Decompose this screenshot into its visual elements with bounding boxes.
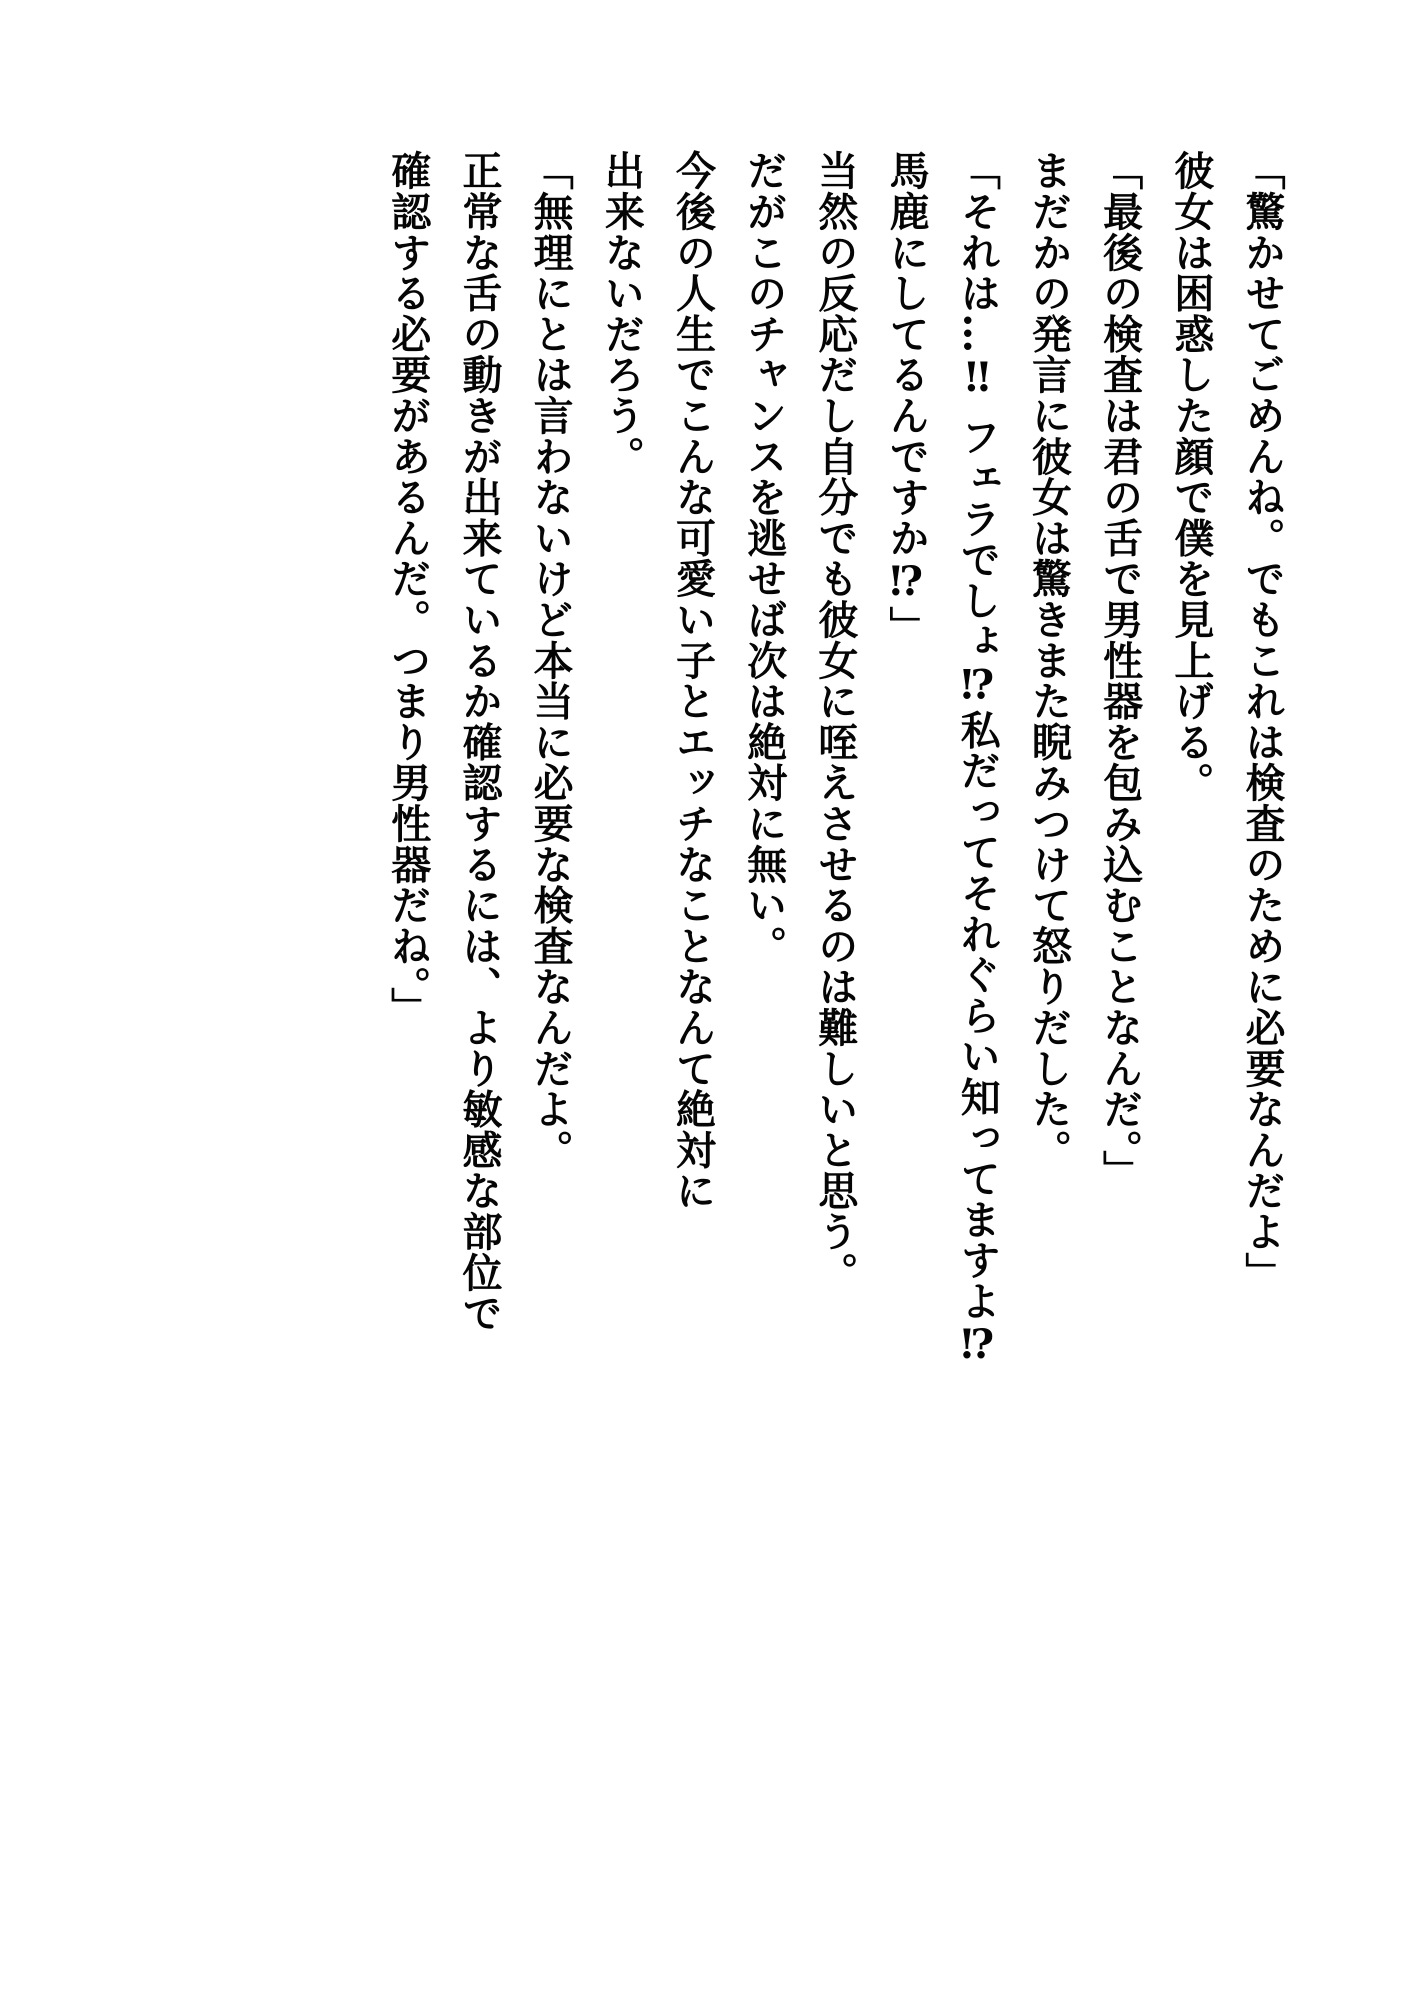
text-line: 「驚かせてごめんね。でもこれは検査のために必要なんだよ」 (1239, 150, 1286, 1293)
vertical-text-body (98, 150, 1298, 1850)
text-line: まだかの発言に彼女は驚きまた睨みつけて怒りだした。 (1025, 150, 1073, 1170)
text-line: 出来ないだろう。 (598, 150, 646, 477)
text-line: 「無理にとは言わないけど本当に必要な検査なんだよ。 (527, 150, 575, 1170)
text-line: 馬鹿にしてるんですか⁉」 (883, 150, 931, 647)
text-line: だがこのチャンスを逃せば次は絶対に無い。 (740, 150, 788, 966)
text-line: 正常な舌の動きが出来ているか確認するには、より敏感な部位で (455, 150, 503, 1334)
text-line: 「それは…‼ フェラでしょ⁉私だってそれぐらい知ってますよ⁉ (954, 150, 1002, 1369)
text-line: 確認する必要があるんだ。つまり男性器だね。」 (384, 150, 432, 1028)
text-line: 彼女は困惑した顔で僕を見上げる。 (1167, 150, 1215, 803)
text-line: 「最後の検査は君の舌で男性器を包み込むことなんだ。」 (1096, 150, 1144, 1191)
text-line: 当然の反応だし自分でも彼女に咥えさせるのは難しいと思う。 (811, 150, 859, 1293)
text-line: 今後の人生でこんな可愛い子とエッチなことなんて絶対に (669, 150, 717, 1211)
